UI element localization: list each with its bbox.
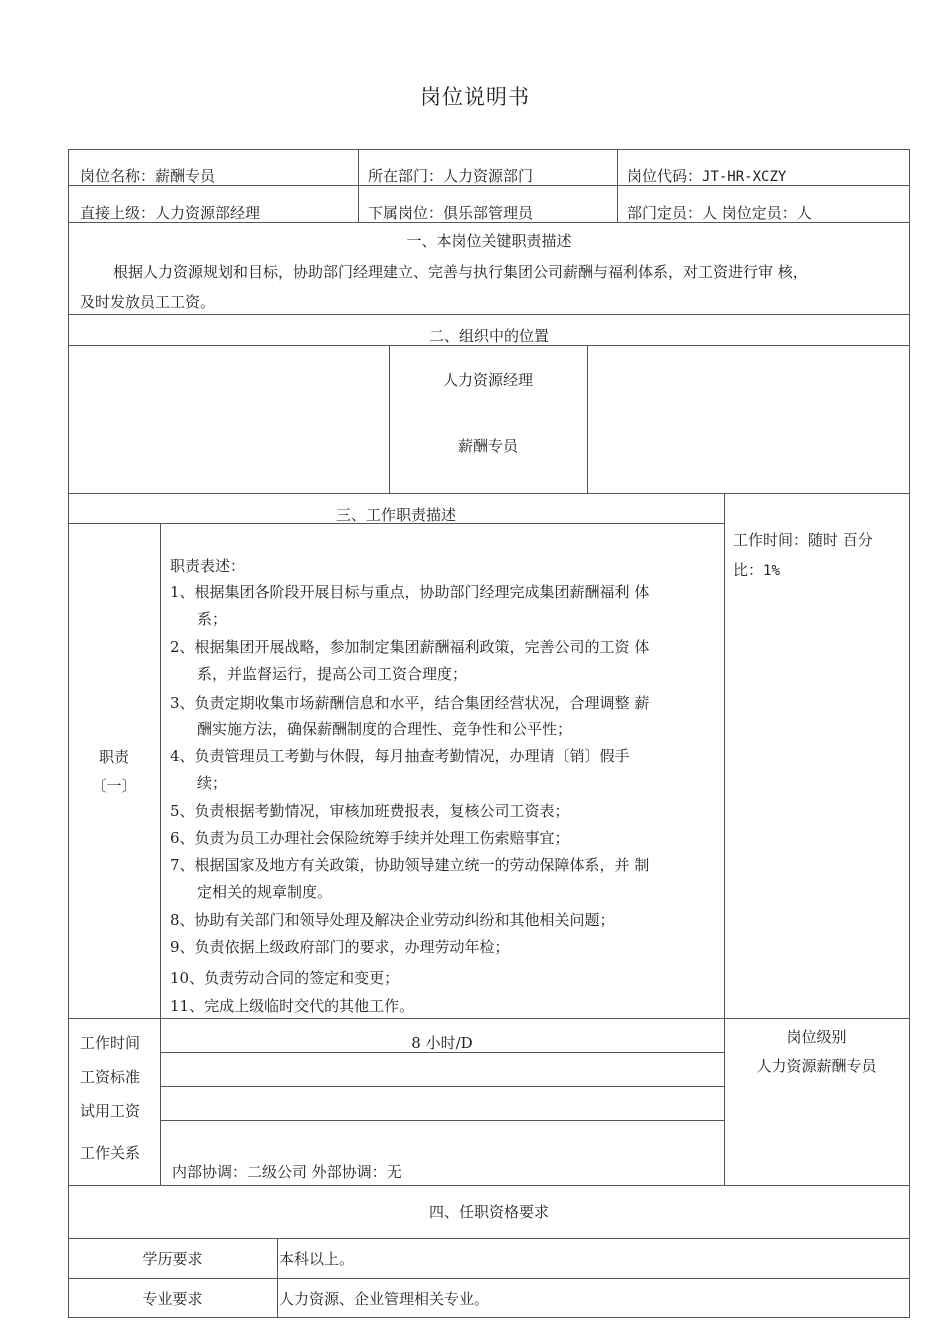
duty-line: 8、协助有关部门和领导处理及解决企业劳动纠纷和其他相关问题； [170, 911, 615, 929]
worktime-percent-value: 1% [763, 563, 780, 579]
duty-line: 1、根据集团各阶段开展目标与重点，协助部门经理完成集团薪酬福利 体 [170, 583, 650, 601]
duty-line: 酬实施方法，确保薪酬制度的合理性、竞争性和公平性； [197, 720, 573, 738]
duty-line: 续； [197, 774, 228, 792]
key-duty-line-2: 及时发放员工工资。 [80, 293, 216, 311]
position-name: 岗位名称：薪酬专员 [80, 167, 216, 185]
work-relation-value: 内部协调：二级公司 外部协调：无 [172, 1163, 402, 1181]
section2-heading: 二、组织中的位置 [428, 327, 549, 345]
duty-line: 5、负责根据考勤情况，审核加班费报表，复核公司工资表； [170, 802, 570, 820]
salary-standard-label: 工资标准 [80, 1068, 141, 1086]
duty-line: 11、完成上级临时交代的其他工作。 [170, 997, 415, 1015]
duty-intro: 职责表述： [170, 557, 246, 575]
direct-superior: 直接上级：人力资源部经理 [80, 204, 261, 222]
duty-label-number: 〔一〕 [91, 777, 137, 795]
worktime-percent-line2 [733, 560, 780, 581]
org-box-self: 薪酬专员 [457, 437, 518, 455]
duty-line: 7、根据国家及地方有关政策，协助领导建立统一的劳动保障体系，并 制 [170, 856, 650, 874]
org-box-manager: 人力资源经理 [442, 371, 533, 389]
duty-line: 定相关的规章制度。 [197, 883, 333, 901]
position-level-value: 人力资源薪酬专员 [756, 1057, 877, 1075]
duty-line: 4、负责管理员工考勤与休假，每月抽查考勤情况，办理请〔销〕假手 [170, 747, 630, 765]
key-duty-line-1: 根据人力资源规划和目标，协助部门经理建立、完善与执行集团公司薪酬与福利体系，对工资进行审 核， [113, 263, 808, 281]
duty-line: 系； [197, 610, 228, 628]
headcount: 部门定员：人 岗位定员：人 [627, 204, 812, 222]
duty-line: 10、负责劳动合同的签定和变更； [170, 969, 400, 987]
education-label: 学历要求 [142, 1250, 203, 1268]
department: 所在部门：人力资源部门 [368, 167, 534, 185]
duty-line: 6、负责为员工办理社会保险统筹手续并处理工伤索赔事宜； [170, 829, 570, 847]
duty-line: 9、负责依据上级政府部门的要求，办理劳动年检； [170, 938, 510, 956]
section1-heading: 一、本岗位关键职责描述 [406, 232, 572, 250]
major-value: 人力资源、企业管理相关专业。 [279, 1290, 490, 1308]
position-code-field [627, 166, 786, 187]
work-hours-label: 工作时间 [80, 1034, 141, 1052]
position-code-value: JT-HR-XCZY [702, 169, 787, 185]
major-label: 专业要求 [142, 1290, 203, 1308]
work-hours-value: 8 小时/D [411, 1034, 473, 1052]
education-value: 本科以上。 [279, 1250, 355, 1268]
worktime-percent-label: 比： [733, 561, 764, 579]
document-title: 岗位说明书 [420, 85, 530, 109]
subordinate-position: 下属岗位：俱乐部管理员 [368, 204, 534, 222]
duty-line: 2、根据集团开展战略，参加制定集团薪酬福利政策，完善公司的工资 体 [170, 638, 650, 656]
duty-line: 系，并监督运行，提高公司工资合理度； [197, 665, 468, 683]
worktime-percent-line1: 工作时间：随时 百分 [733, 531, 873, 549]
duty-line: 3、负责定期收集市场薪酬信息和水平，结合集团经营状况，合理调整 薪 [170, 694, 650, 712]
probation-salary-label: 试用工资 [80, 1102, 141, 1120]
position-level-label: 岗位级别 [786, 1028, 847, 1046]
work-relation-label: 工作关系 [80, 1144, 141, 1162]
section3-heading: 三、工作职责描述 [335, 506, 456, 524]
position-code-label: 岗位代码： [627, 167, 703, 185]
duty-label: 职责 [98, 748, 129, 766]
section4-heading: 四、任职资格要求 [428, 1203, 549, 1221]
